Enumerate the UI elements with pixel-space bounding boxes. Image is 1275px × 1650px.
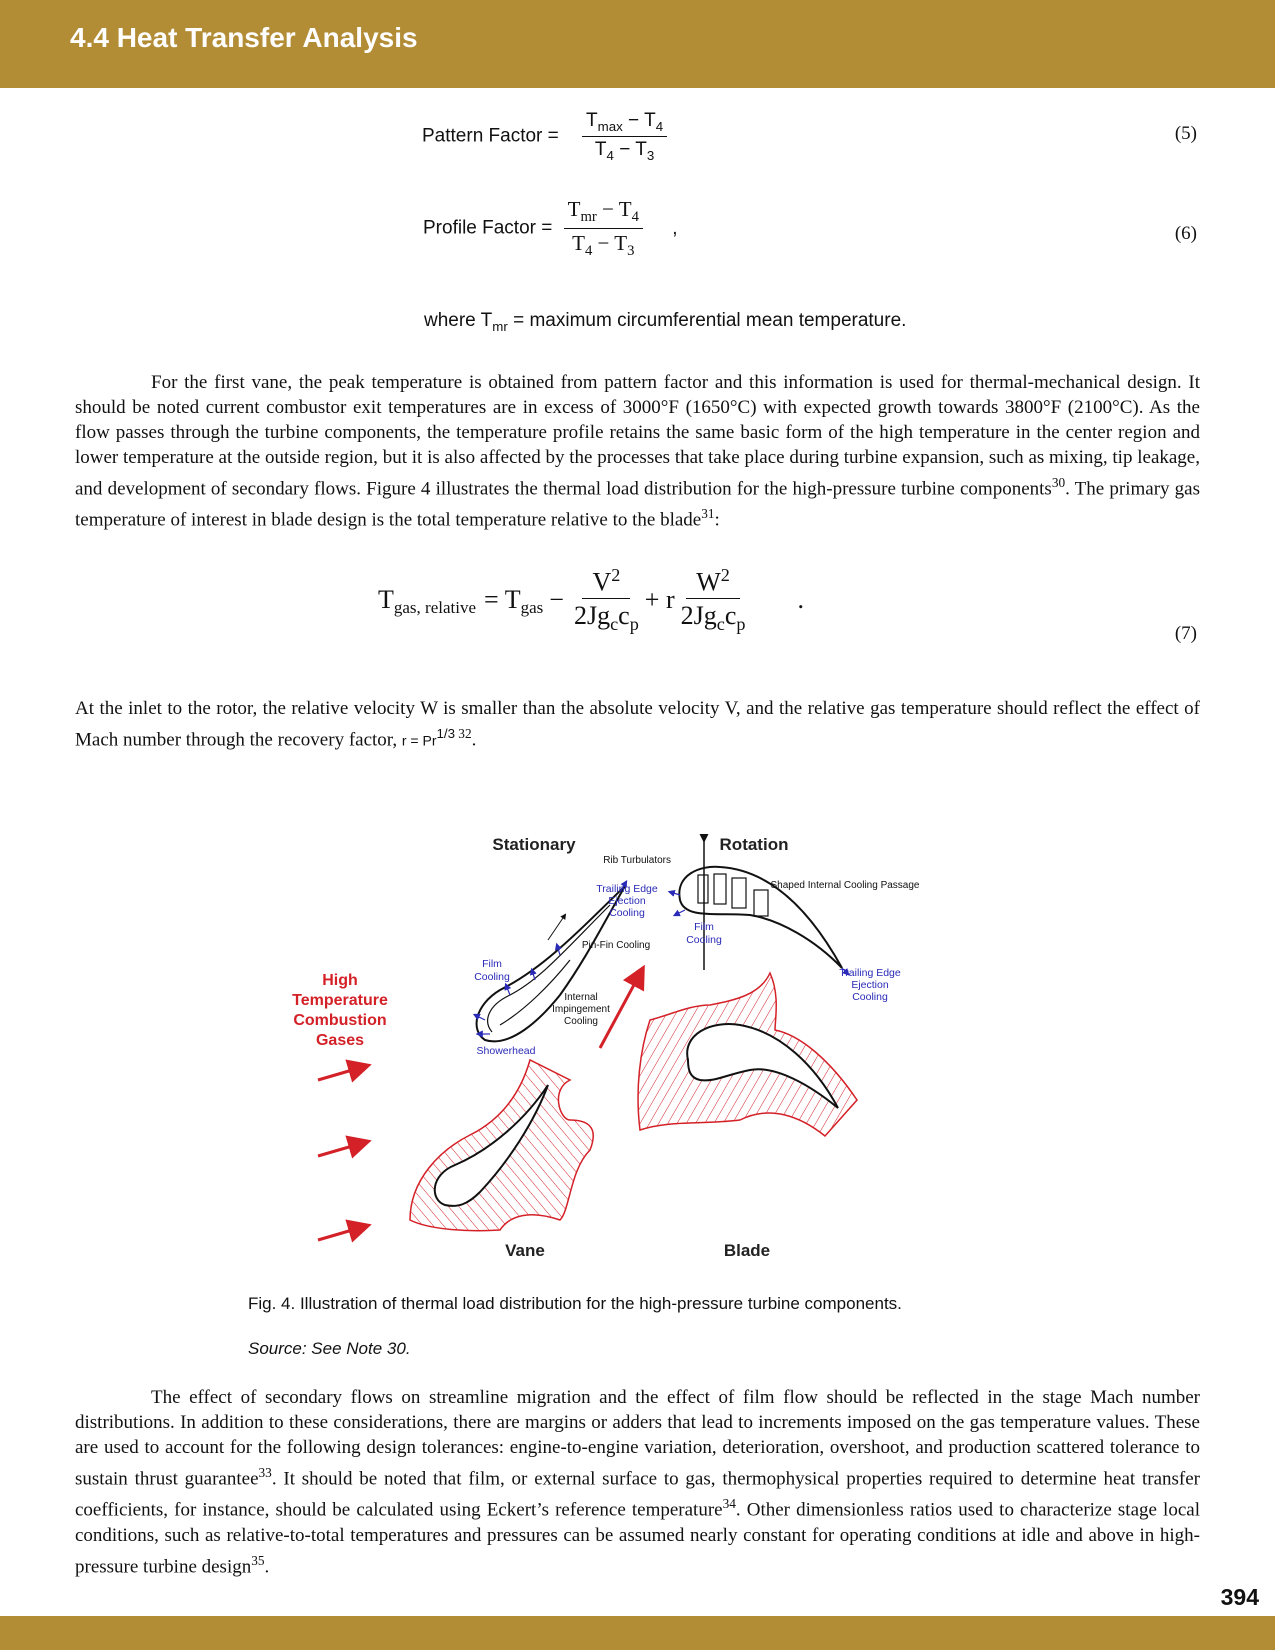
equation-number: (6) [1174,223,1197,244]
paragraph-1: For the first vane, the peak temperature is obtained from pattern factor and this information is used for thermal-mechanical design. It should be noted current combustor exit temperatures are in excess of 3000°F (1650°C) with expected growth towards 3800°F (2100°C). As the flow passes through the turbine components, the temperature profile retains the same basic form of the high temperature in the center region and lower temperature at the outside region, but it is also affected by the processes that take place during turbine expansion, such as mixing, tip leakage, and development of secondary flows. Figure 4 illustrates the thermal load distribution for the high-pressure turbine components$^{30}$. The primary gas temperature of interest in blade design is the total temperature relative to the blade$^{31}$: [75,372,1201,531]
vane-label: Vane [505,1241,545,1260]
numerator: $T_{mr} - T_4$ [564,197,643,229]
gas-flow-arrows [318,1066,366,1240]
rib-turbulators-label: Rib Turbulators [603,855,671,866]
svg-text:Ejection: Ejection [608,895,646,907]
rotation-label: Rotation [719,835,789,854]
shaped-cooling-passage-label: Shaped Internal Cooling Passage [770,880,920,891]
where-definition: where $T_{mr}$ = maximum circumferential mean temperature. [424,310,907,334]
svg-text:Ejection: Ejection [851,979,889,991]
fraction-w: $\frac{W^2}{2Jg_cc_p}$ [680,565,746,634]
page-number: 394 [1220,1584,1259,1610]
svg-text:Cooling: Cooling [686,934,722,946]
svg-text:Trailing Edge: Trailing Edge [839,967,901,979]
fraction-v: $\frac{V^2}{2Jg_cc_p}$ [573,565,639,634]
numerator: $T_{max} - T_4$ [582,110,667,137]
trailing-edge-ejection-label-blade [839,967,901,1003]
film-cooling-label-blade [686,921,722,946]
svg-text:Impingement: Impingement [552,1004,610,1015]
svg-text:Film: Film [694,921,714,933]
figure-caption: Fig. 4. Illustration of thermal load distribution for the high-pressure turbine components. [248,1294,902,1313]
thermal-load-figure [270,820,950,1270]
svg-text:Gases: Gases [315,1032,365,1049]
internal-impingement-label [552,992,610,1027]
equation-pattern-factor [422,110,667,163]
high-temperature-gases-label [292,972,388,1049]
eq-label: Pattern Factor = [422,125,559,147]
svg-text:Temperature: Temperature [292,992,388,1009]
equation-profile-factor [423,197,678,260]
svg-text:Trailing Edge: Trailing Edge [596,883,658,895]
svg-text:Cooling: Cooling [564,1016,598,1027]
svg-text:Combustion: Combustion [293,1012,387,1029]
equation-number: (7) [1174,623,1197,644]
film-cooling-label-vane [474,958,510,983]
fraction [582,110,667,163]
denominator: $T_4 - T_3$ [572,231,635,260]
comma: , [672,217,678,239]
svg-text:Cooling: Cooling [609,907,645,919]
figure-source: Source: See Note 30. [248,1339,411,1358]
svg-text:Cooling: Cooling [474,971,510,983]
stationary-label: Stationary [492,835,576,854]
equation-number: (5) [1174,123,1197,144]
section-header-bar [0,0,1275,88]
equation-relative-gas-temperature: T $_{gas, relative}$ = T $_{gas}$ − $\frac{V^2}{2Jg_cc_p}$ + r $\frac{W^2}{2Jg_cc_p}$ . [378,565,804,634]
denominator: $T_4 - T_3$ [594,138,655,163]
pin-fin-cooling-label: Pin-Fin Cooling [581,940,651,951]
svg-text:High: High [322,972,358,989]
paragraph-2: At the inlet to the rotor, the relative velocity W is smaller than the absolute velocity V, and the relative gas temperature should reflect the effect of Mach number through the recovery factor, $r = Pr^{1/3}$ $^{32}$. [75,698,1200,751]
paragraph-3: The effect of secondary flows on streamline migration and the effect of film flow should be reflected in the stage Mach number distributions. In addition to these considerations, there are margins or adders that lead to increments imposed on the gas temperature values. These are used to account for the following design tolerances: engine-to-engine variation, deterioration, overshoot, and production scattered tolerance to sustain thrust guarantee$^{33}$. It should be noted that film, or external surface to gas, thermophysical properties required to determine heat transfer coefficients, for instance, should be calculated using Eckert’s reference temperature$^{34}$. Other dimensionless ratios used to characterize stage local conditions, such as relative-to-total temperatures and pressures can be assumed nearly constant for operating conditions at idle and above in high-pressure turbine design$^{35}$. [75,1387,1200,1577]
footer-bar [0,1616,1275,1650]
pin-fin-pointer [548,915,565,940]
section-title: 4.4 Heat Transfer Analysis [70,22,418,53]
eq-label: Profile Factor = [423,217,553,239]
svg-text:Film: Film [482,958,502,970]
showerhead-label: Showerhead [476,1045,536,1057]
svg-text:Cooling: Cooling [852,991,888,1003]
fraction [564,197,643,260]
svg-text:Internal: Internal [564,992,598,1003]
blade-label: Blade [723,1241,771,1260]
